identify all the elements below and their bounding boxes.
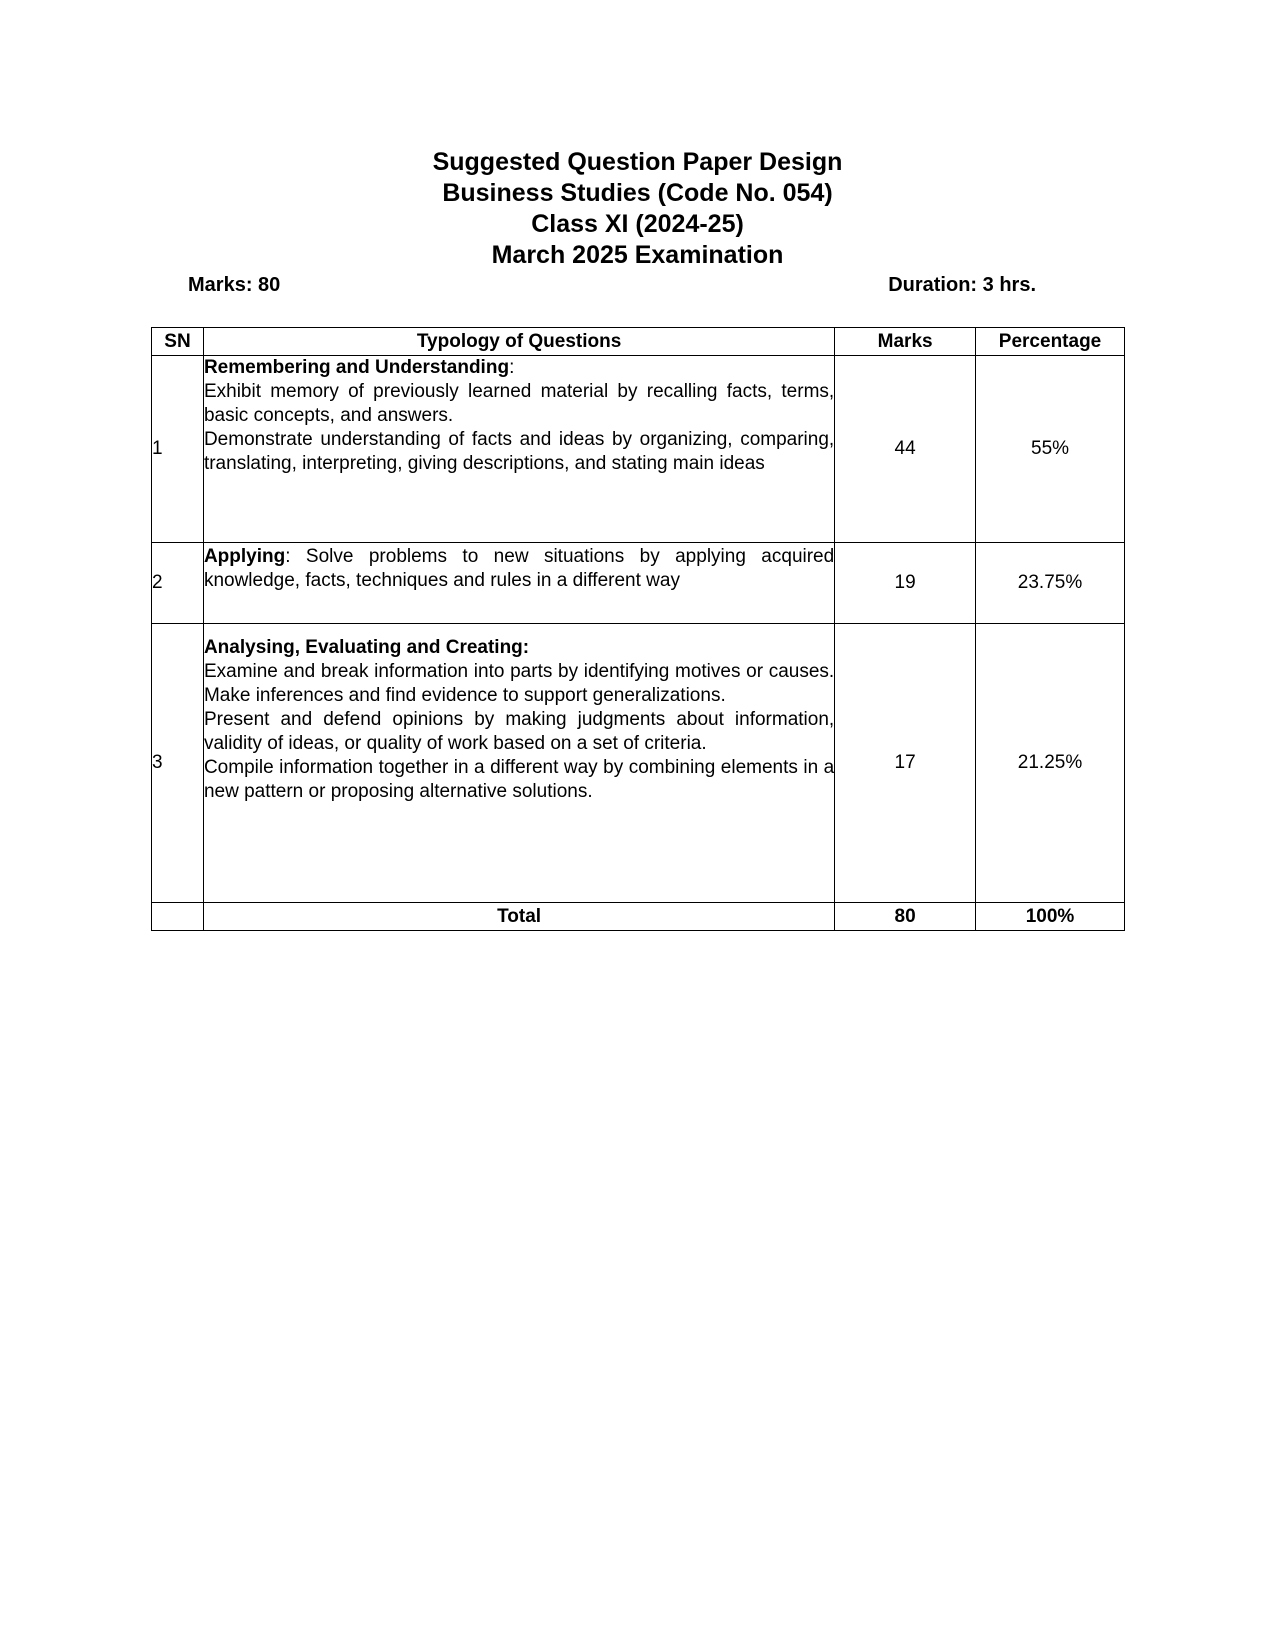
typology-heading-suffix: :	[509, 357, 515, 378]
title-line-3: Class XI (2024-25)	[531, 210, 744, 238]
column-header-marks: Marks	[835, 328, 976, 356]
total-percentage: 100%	[976, 903, 1125, 931]
typology-heading-line	[204, 356, 834, 380]
typology-description: Examine and break information into parts by identifying motives or causes. Make inferences and find evidence to support generalizations.	[203, 661, 835, 706]
duration-label: Duration: 3 hrs.	[888, 274, 1036, 296]
row-sn: 2	[152, 543, 204, 624]
typology-description: Compile information together in a different way by combining elements in a new pattern or proposing alternative solutions.	[203, 757, 835, 802]
typology-description: Demonstrate understanding of facts and ideas by organizing, comparing, translating, interpreting, giving descriptions, and stating main ideas	[203, 429, 835, 474]
row-percentage: 21.25%	[976, 624, 1125, 903]
typology-heading-line	[204, 545, 834, 593]
row-marks: 44	[835, 356, 976, 543]
total-label: Total	[203, 903, 834, 931]
total-marks-label: Marks: 80	[188, 274, 281, 296]
title-line-1: Suggested Question Paper Design	[432, 148, 843, 176]
question-design-table	[151, 327, 1125, 931]
row-sn: 3	[152, 624, 204, 903]
row-typology	[203, 624, 834, 903]
total-sn-cell	[152, 903, 204, 931]
table-row	[152, 624, 1125, 903]
table-row	[152, 356, 1125, 543]
column-header-sn: SN	[152, 328, 204, 356]
typology-description: Present and defend opinions by making judgments about information, validity of ideas, or quality of work based on a set of criteria.	[203, 709, 835, 754]
typology-heading: Applying	[203, 546, 286, 567]
row-percentage: 23.75%	[976, 543, 1125, 624]
total-marks: 80	[835, 903, 976, 931]
title-line-2: Business Studies (Code No. 054)	[442, 179, 833, 207]
table-row	[152, 543, 1125, 624]
row-sn: 1	[152, 356, 204, 543]
row-percentage: 55%	[976, 356, 1125, 543]
typology-heading-suffix: : Solve problems to new situations by applying acquired knowledge, facts, techniques and rules in a different way	[203, 546, 835, 591]
column-header-typology: Typology of Questions	[203, 328, 834, 356]
typology-heading: Analysing, Evaluating and Creating:	[203, 637, 530, 658]
row-marks: 17	[835, 624, 976, 903]
row-marks: 19	[835, 543, 976, 624]
row-typology	[203, 543, 834, 624]
row-typology	[203, 356, 834, 543]
typology-description: Exhibit memory of previously learned material by recalling facts, terms, basic concepts, and answers.	[203, 381, 835, 426]
title-line-4: March 2025 Examination	[491, 241, 784, 269]
column-header-percentage: Percentage	[976, 328, 1125, 356]
typology-heading: Remembering and Understanding	[203, 357, 510, 378]
document-title	[0, 147, 1275, 271]
total-row	[152, 903, 1125, 931]
table-header-row	[152, 328, 1125, 356]
typology-heading-line	[204, 636, 834, 660]
